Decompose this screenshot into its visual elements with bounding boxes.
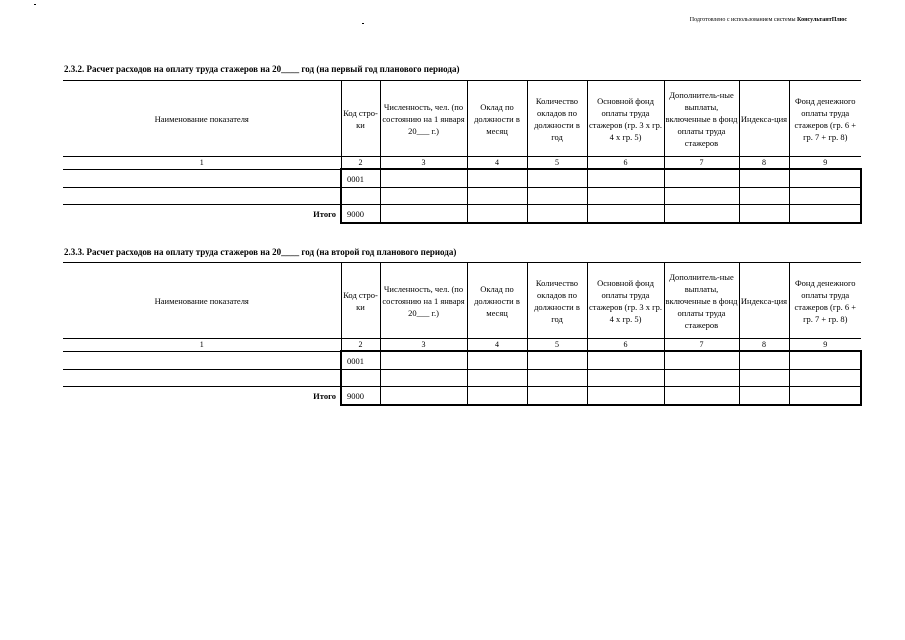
- col-header-salary-count: Количество окладов по должности в год: [527, 263, 587, 339]
- col-number: 4: [467, 339, 527, 352]
- col-number: 5: [527, 157, 587, 170]
- row-code-cell[interactable]: [341, 188, 380, 205]
- col-header-name: Наименование показателя: [63, 81, 341, 157]
- col-header-salary: Оклад по должности в месяц: [467, 263, 527, 339]
- value-cell[interactable]: [380, 370, 467, 387]
- col-header-total-fund: Фонд денежного оплаты труда стажеров (гр. 6 + гр. 7 + гр. 8): [789, 81, 861, 157]
- value-cell[interactable]: [527, 188, 587, 205]
- value-cell[interactable]: [739, 351, 789, 370]
- total-value-cell[interactable]: [789, 205, 861, 224]
- col-header-indexation: Индекса-ция: [739, 263, 789, 339]
- col-number: 2: [341, 339, 380, 352]
- total-value-cell[interactable]: [527, 387, 587, 406]
- total-value-cell[interactable]: [739, 205, 789, 224]
- value-cell[interactable]: [664, 351, 739, 370]
- header-row: [63, 81, 861, 157]
- calc-table-2-3-3: [63, 262, 862, 406]
- table-row: [63, 169, 861, 188]
- name-cell[interactable]: [63, 169, 341, 188]
- total-row: [63, 205, 861, 224]
- col-header-salary-count: Количество окладов по должности в год: [527, 81, 587, 157]
- total-value-cell[interactable]: [527, 205, 587, 224]
- col-header-total-fund: Фонд денежного оплаты труда стажеров (гр. 6 + гр. 7 + гр. 8): [789, 263, 861, 339]
- col-number: 3: [380, 157, 467, 170]
- col-number: 4: [467, 157, 527, 170]
- value-cell[interactable]: [664, 370, 739, 387]
- col-number: 8: [739, 157, 789, 170]
- value-cell[interactable]: [527, 370, 587, 387]
- name-cell[interactable]: [63, 188, 341, 205]
- col-header-headcount: Численность, чел. (по состоянию на 1 января 20___ г.): [380, 81, 467, 157]
- value-cell[interactable]: [527, 169, 587, 188]
- col-number: 8: [739, 339, 789, 352]
- col-number: 2: [341, 157, 380, 170]
- consultant-plus-note: [690, 17, 847, 23]
- col-number: 7: [664, 157, 739, 170]
- col-number: 3: [380, 339, 467, 352]
- total-label: Итого: [313, 209, 336, 219]
- col-number: 7: [664, 339, 739, 352]
- total-value-cell[interactable]: [380, 387, 467, 406]
- total-value-cell[interactable]: [467, 387, 527, 406]
- table-row: [63, 370, 861, 387]
- row-code-cell: 0001: [341, 169, 380, 188]
- value-cell[interactable]: [380, 169, 467, 188]
- total-value-cell[interactable]: [739, 387, 789, 406]
- value-cell[interactable]: [739, 370, 789, 387]
- col-header-headcount: Численность, чел. (по состоянию на 1 января 20___ г.): [380, 263, 467, 339]
- col-header-extra-pay: Дополнитель-ные выплаты, включенные в фонд оплаты труда стажеров: [664, 263, 739, 339]
- total-value-cell[interactable]: [789, 387, 861, 406]
- value-cell[interactable]: [789, 351, 861, 370]
- column-number-row: [63, 157, 861, 170]
- scan-dot: [362, 23, 364, 24]
- value-cell[interactable]: [380, 188, 467, 205]
- section-title-2-3-3: 2.3.3. Расчет расходов на оплату труда стажеров на 20____ год (на второй год планового периода): [64, 247, 457, 257]
- calc-table-2-3-2: [63, 80, 862, 224]
- col-number: 1: [63, 157, 341, 170]
- total-value-cell[interactable]: [467, 205, 527, 224]
- col-number: 1: [63, 339, 341, 352]
- value-cell[interactable]: [380, 351, 467, 370]
- name-cell[interactable]: [63, 370, 341, 387]
- note-prefix: Подготовлено с использованием системы: [689, 17, 798, 23]
- value-cell[interactable]: [664, 169, 739, 188]
- value-cell[interactable]: [789, 169, 861, 188]
- table-row: [63, 188, 861, 205]
- total-value-cell[interactable]: [380, 205, 467, 224]
- value-cell[interactable]: [789, 188, 861, 205]
- col-header-code: Код стро-ки: [341, 263, 380, 339]
- value-cell[interactable]: [789, 370, 861, 387]
- total-value-cell[interactable]: [587, 205, 664, 224]
- value-cell[interactable]: [587, 169, 664, 188]
- value-cell[interactable]: [739, 169, 789, 188]
- note-brand: КонсультантПлюс: [797, 17, 847, 23]
- col-number: 9: [789, 157, 861, 170]
- value-cell[interactable]: [467, 351, 527, 370]
- header-row: [63, 263, 861, 339]
- value-cell[interactable]: [587, 188, 664, 205]
- total-code-cell: 9000: [341, 387, 380, 406]
- total-value-cell[interactable]: [664, 387, 739, 406]
- name-cell[interactable]: [63, 351, 341, 370]
- total-value-cell[interactable]: [587, 387, 664, 406]
- col-header-extra-pay: Дополнитель-ные выплаты, включенные в фонд оплаты труда стажеров: [664, 81, 739, 157]
- total-value-cell[interactable]: [664, 205, 739, 224]
- scan-dot: [34, 4, 36, 5]
- col-header-name: Наименование показателя: [63, 263, 341, 339]
- value-cell[interactable]: [739, 188, 789, 205]
- row-code-cell: 0001: [341, 351, 380, 370]
- total-label: Итого: [313, 391, 336, 401]
- total-code-cell: 9000: [341, 205, 380, 224]
- value-cell[interactable]: [467, 188, 527, 205]
- value-cell[interactable]: [587, 370, 664, 387]
- col-header-code: Код стро-ки: [341, 81, 380, 157]
- value-cell[interactable]: [527, 351, 587, 370]
- col-number: 9: [789, 339, 861, 352]
- value-cell[interactable]: [664, 188, 739, 205]
- value-cell[interactable]: [587, 351, 664, 370]
- col-header-base-fund: Основной фонд оплаты труда стажеров (гр. 3 x гр. 4 x гр. 5): [587, 263, 664, 339]
- col-number: 6: [587, 157, 664, 170]
- col-number: 6: [587, 339, 664, 352]
- value-cell[interactable]: [467, 370, 527, 387]
- total-row: [63, 387, 861, 406]
- section-title-2-3-2: 2.3.2. Расчет расходов на оплату труда стажеров на 20____ год (на первый год планового периода): [64, 64, 460, 74]
- col-header-indexation: Индекса-ция: [739, 81, 789, 157]
- col-header-salary: Оклад по должности в месяц: [467, 81, 527, 157]
- column-number-row: [63, 339, 861, 352]
- col-number: 5: [527, 339, 587, 352]
- col-header-base-fund: Основной фонд оплаты труда стажеров (гр. 3 x гр. 4 x гр. 5): [587, 81, 664, 157]
- row-code-cell[interactable]: [341, 370, 380, 387]
- table-row: [63, 351, 861, 370]
- value-cell[interactable]: [467, 169, 527, 188]
